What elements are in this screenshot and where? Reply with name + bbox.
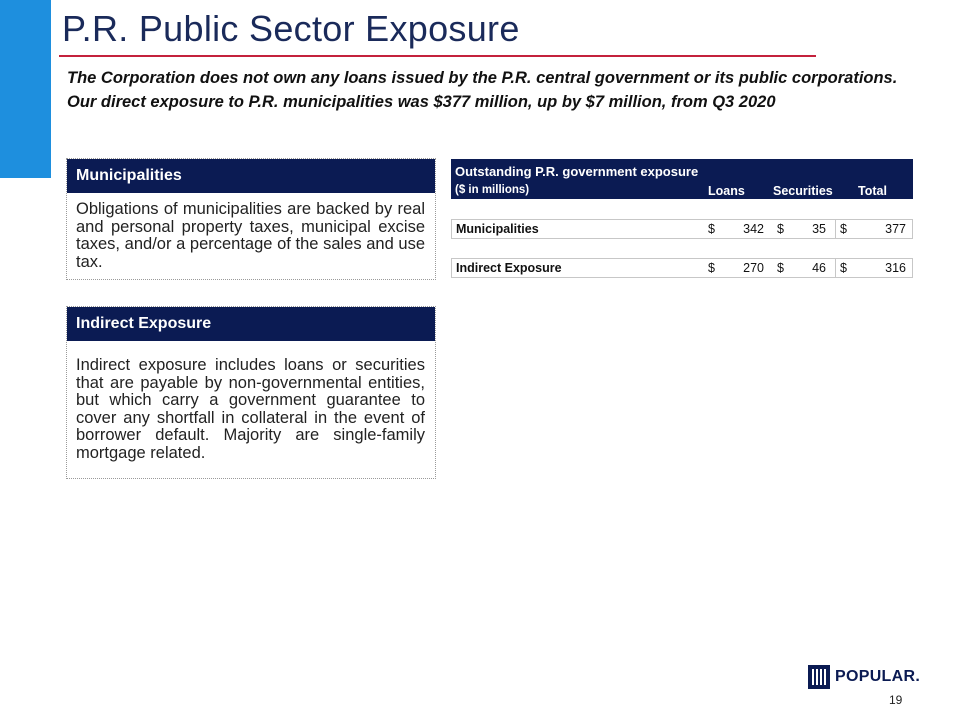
currency-symbol: $ [777,261,784,275]
accent-side-bar [0,0,51,178]
summary-text: The Corporation does not own any loans issued by the P.R. central government or its public corporations. Our direct exposure to P.R. municipalities was $377 million, up by $7 million, from Q3 2020 [67,69,898,111]
table-row [451,219,913,239]
indirect-exposure-heading: Indirect Exposure [67,307,435,341]
loans-value: 270 [743,261,764,275]
cell-divider [835,259,836,277]
exposure-table [451,159,913,275]
row-label: Indirect Exposure [456,261,562,275]
currency-symbol: $ [708,222,715,236]
popular-logo [808,665,920,689]
municipalities-heading: Municipalities [67,159,435,193]
indirect-exposure-description: Indirect exposure includes loans or securities that are payable by non-governmental entities, but which carry a government guarantee to cover any shortfall in collateral in the event of borrower default. Majority are single-family mortgage related. [76,356,425,462]
securities-value: 46 [812,261,826,275]
municipalities-box [66,158,436,280]
row-label: Municipalities [456,222,539,236]
page-title: P.R. Public Sector Exposure [62,8,520,49]
column-header-total: Total [858,184,887,198]
page-number: 19 [889,693,903,707]
securities-value: 35 [812,222,826,236]
currency-symbol: $ [840,222,847,236]
indirect-exposure-box [66,306,436,479]
currency-symbol: $ [777,222,784,236]
total-value: 377 [885,222,906,236]
title-underline [59,55,816,57]
popular-logo-icon [808,665,830,689]
loans-value: 342 [743,222,764,236]
table-units: ($ in millions) [455,184,530,196]
popular-logo-text: POPULAR. [835,668,921,685]
currency-symbol: $ [840,261,847,275]
cell-divider [835,220,836,238]
table-title: Outstanding P.R. government exposure [455,164,699,179]
total-value: 316 [885,261,906,275]
currency-symbol: $ [708,261,715,275]
table-header [451,159,913,199]
column-header-loans: Loans [708,184,745,198]
column-header-securities: Securities [773,184,833,198]
table-row [451,258,913,278]
municipalities-description: Obligations of municipalities are backed by real and personal property taxes, municipal excise taxes, and/or a percentage of the sales and use tax. [76,200,425,271]
